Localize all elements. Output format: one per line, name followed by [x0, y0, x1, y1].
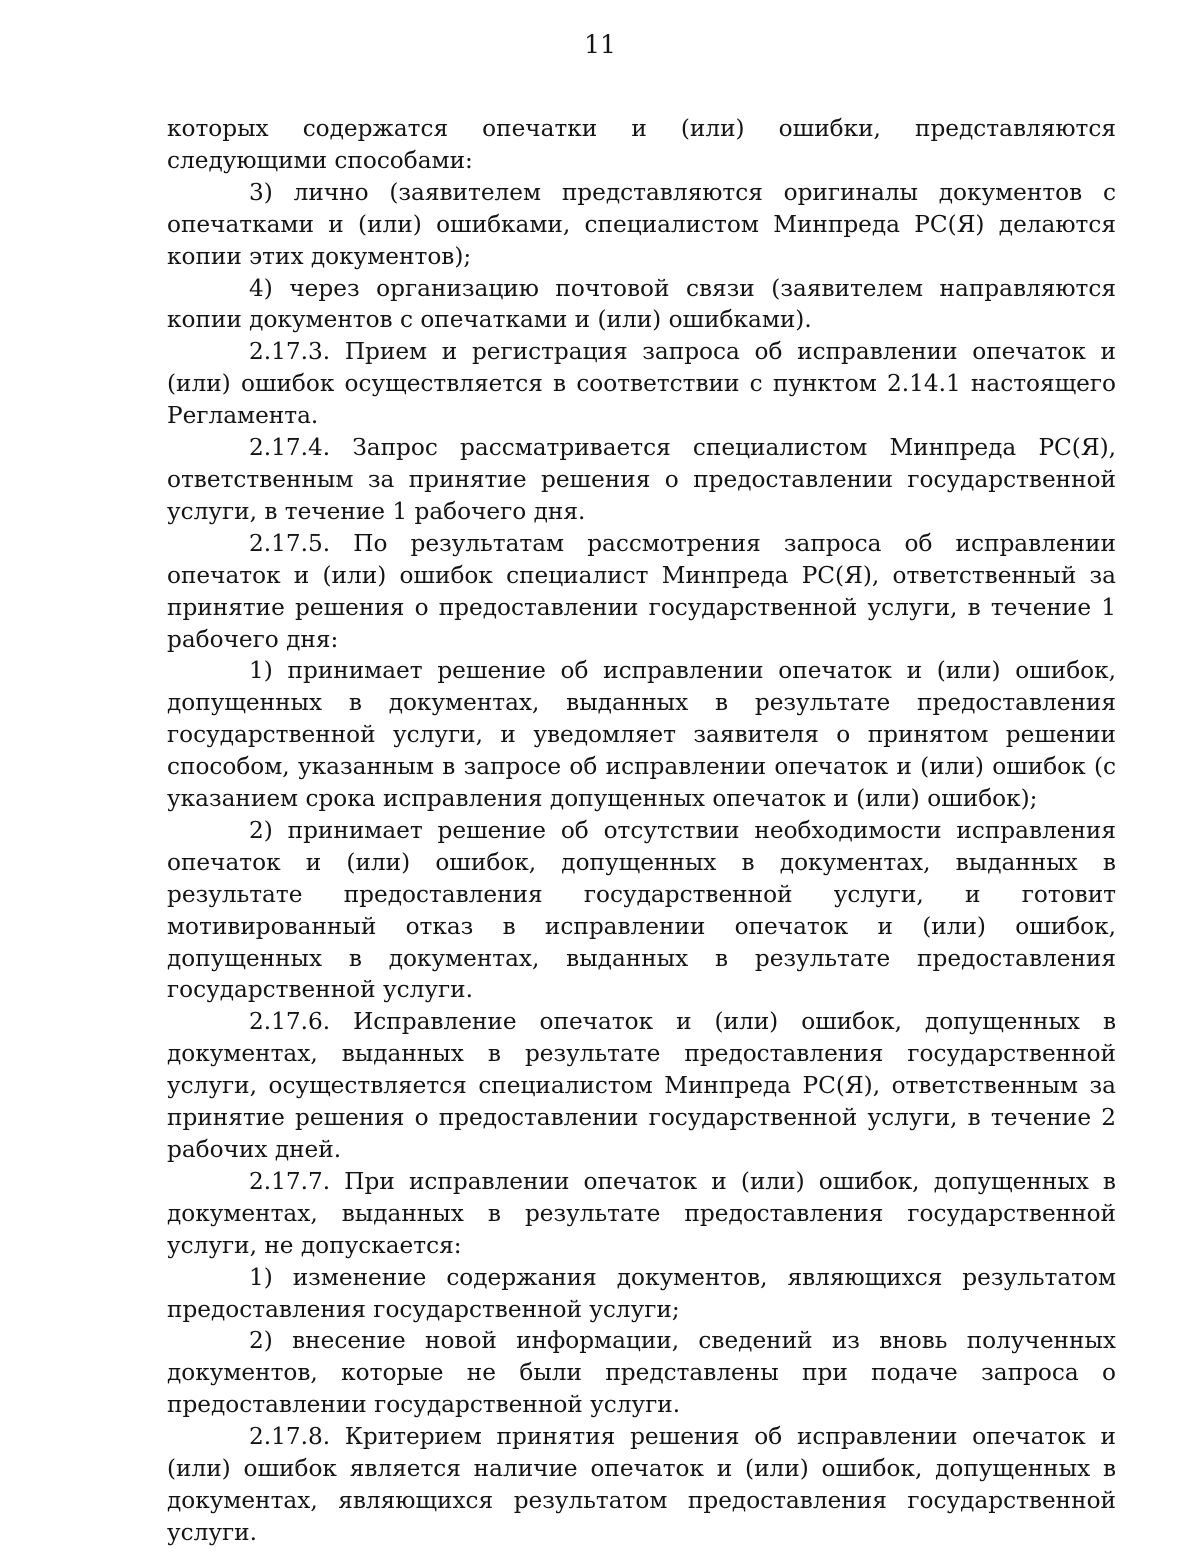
page-number: 11 [584, 30, 616, 59]
paragraph-continuation: которых содержатся опечатки и (или) ошибки, представляются следующими способами: [167, 115, 1116, 174]
document-body [167, 113, 1116, 1549]
clause-2-17-4: 2.17.4. Запрос рассматривается специалистом Минпреда РС(Я), ответственным за принятие решения о предоставлении государственной услуги, в течение 1 рабочего дня. [167, 434, 1116, 525]
list-item-3-in-person: 3) лично (заявителем представляются оригиналы документов с опечатками и (или) ошибками, специалистом Минпреда РС(Я) делаются копии этих документов); [167, 178, 1116, 270]
clause-2-17-5: 2.17.5. По результатам рассмотрения запроса об исправлении опечаток и (или) ошибок специалист Минпреда РС(Я), ответственный за принятие решения о предоставлении государственной услуги, в течение 1 рабочего дня: [167, 529, 1116, 653]
clause-2-17-7-item-2: 2) внесение новой информации, сведений из вновь полученных документов, которые не были представлены при подаче запроса о предоставлении государственной услуги. [167, 1327, 1116, 1419]
clause-2-17-3: 2.17.3. Прием и регистрация запроса об исправлении опечаток и (или) ошибок осуществляется в соответствии с пунктом 2.14.1 настоящего Регламента. [167, 338, 1116, 430]
list-item-4-postal: 4) через организацию почтовой связи (заявителем направляются копии документов с опечатками и (или) ошибками). [167, 274, 1116, 334]
clause-2-17-5-item-2: 2) принимает решение об отсутствии необходимости исправления опечаток и (или) ошибок, допущенных в документах, выданных в результате предоставления государственной услуги, и готовит мотивированный отказ в исправлении опечаток и (или) ошибок, допущенных в документах, выданных в результате предоставления государственной услуги. [167, 816, 1116, 1004]
clause-2-17-7: 2.17.7. При исправлении опечаток и (или) ошибок, допущенных в документах, выданных в результате предоставления государственной услуги, не допускается: [167, 1167, 1116, 1259]
clause-2-17-8: 2.17.8. Критерием принятия решения об исправлении опечаток и (или) ошибок является наличие опечаток и (или) ошибок, допущенных в документах, являющихся результатом предоставления государственной услуги. [167, 1423, 1116, 1546]
clause-2-17-5-item-1: 1) принимает решение об исправлении опечаток и (или) ошибок, допущенных в документах, выданных в результате предоставления государственной услуги, и уведомляет заявителя о принятом решении способом, указанным в запросе об исправлении опечаток и (или) ошибок (с указанием срока исправления допущенных опечаток и (или) ошибок); [167, 657, 1116, 813]
clause-2-17-7-item-1: 1) изменение содержания документов, являющихся результатом предоставления государственной услуги; [167, 1263, 1116, 1323]
clause-2-17-6: 2.17.6. Исправление опечаток и (или) ошибок, допущенных в документах, выданных в результате предоставления государственной услуги, осуществляется специалистом Минпреда РС(Я), ответственным за принятие решения о предоставлении государственной услуги, в течение 2 рабочих дней. [167, 1008, 1116, 1163]
